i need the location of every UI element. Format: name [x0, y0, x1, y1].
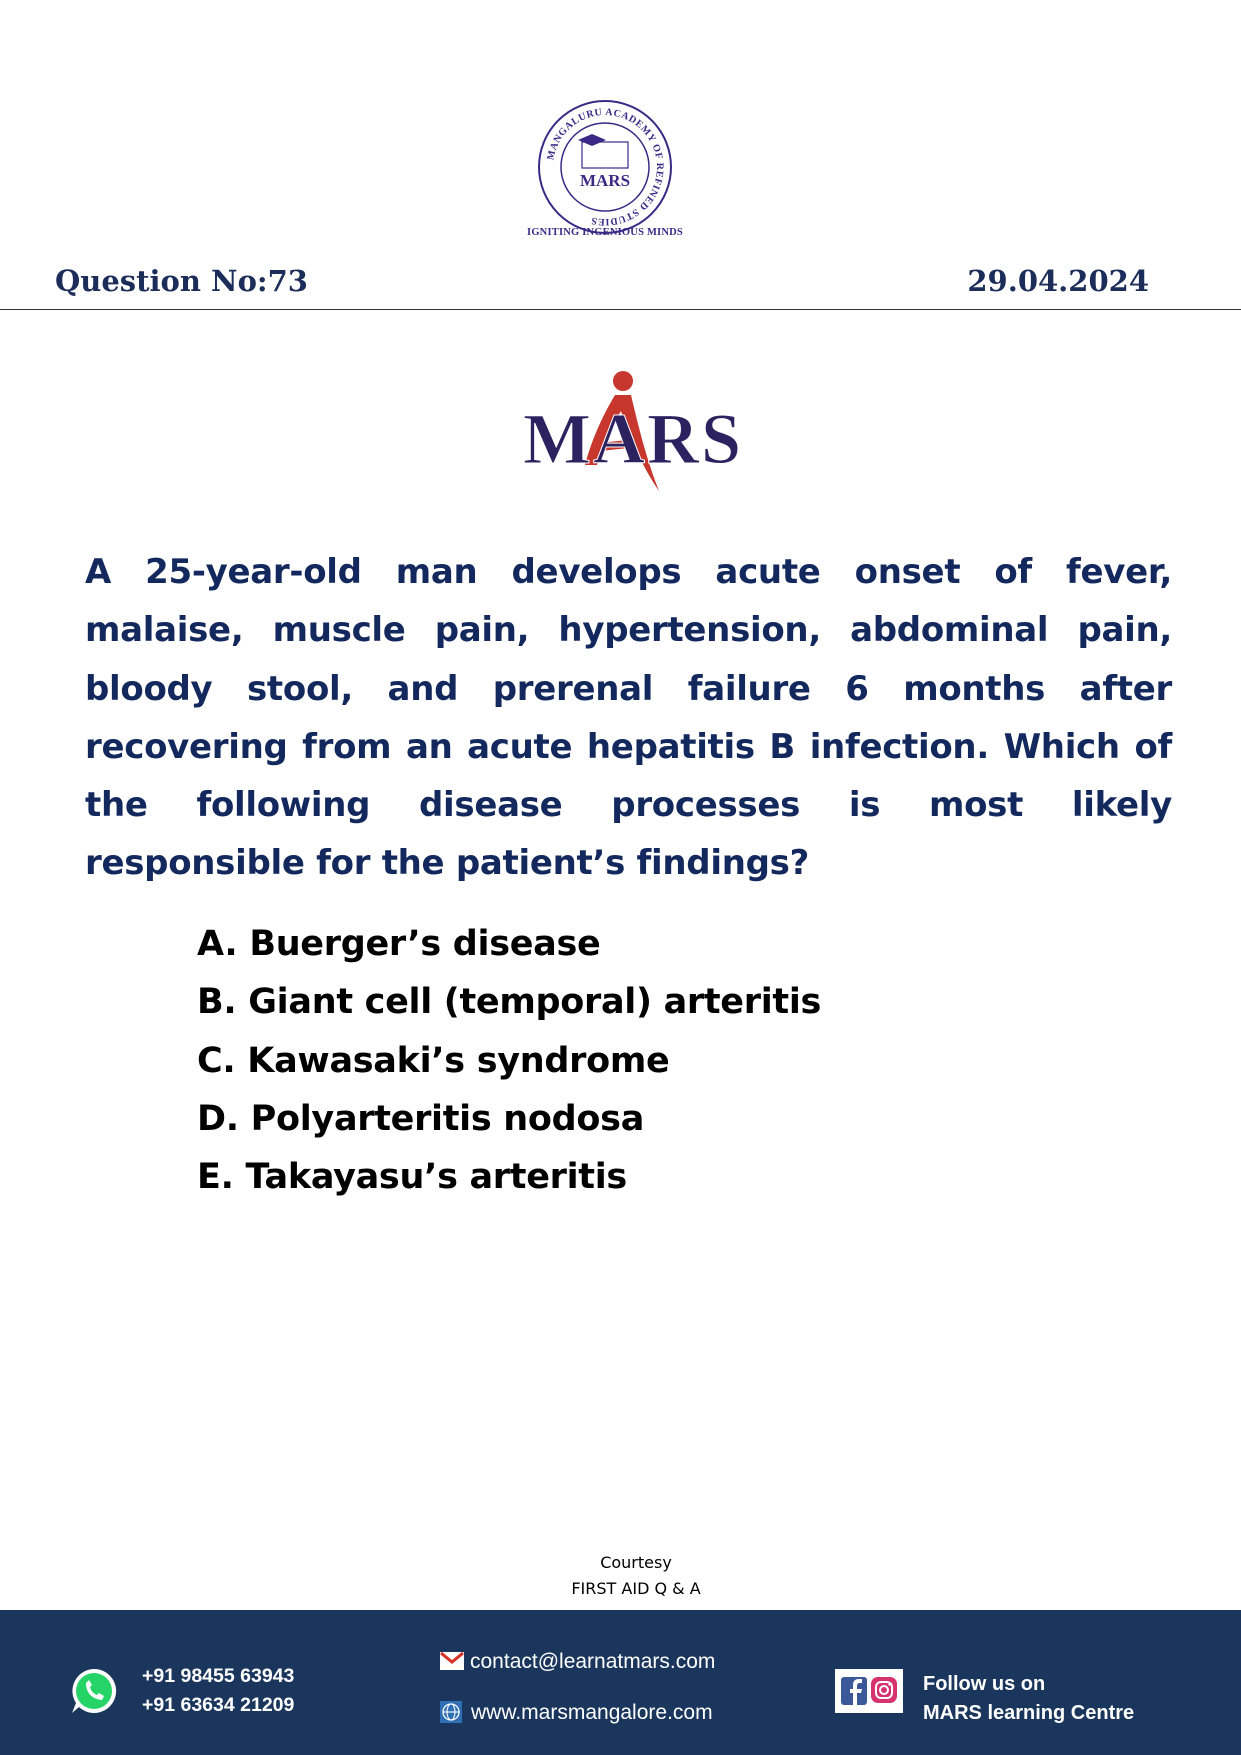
phone-1[interactable]: +91 98455 63943 [142, 1665, 295, 1687]
mars-brand-logo [497, 365, 769, 495]
mail-icon [440, 1652, 464, 1670]
social-icons [835, 1669, 903, 1713]
seal-ring-text: MANGALURU ACADEMY OF REFINED STUDIES [545, 106, 666, 228]
courtesy-source: FIRST AID Q & A [571, 1579, 701, 1598]
instagram-icon[interactable] [871, 1677, 897, 1703]
option-a: A. Buerger’s disease [197, 924, 601, 964]
follow-us [923, 1670, 1134, 1728]
mars-logo-text: MARS [523, 399, 743, 479]
svg-text:MANGALURU ACADEMY OF REFINED S [545, 107, 665, 227]
seal-tagline: IGNITING INGENIOUS MINDS [527, 227, 683, 238]
phone-2[interactable]: +91 63634 21209 [142, 1694, 295, 1716]
email-link[interactable]: contact@learnatmars.com [470, 1650, 716, 1673]
question-text: A 25-year-old man develops acute onset of fever, malaise, muscle pain, hypertension, abdominal pain, bloody stool, and prerenal failure 6 months after recovering from an acute hepatitis B infection. Which of the following disease processes is most likely responsible for the patient’s findings? [85, 552, 1172, 884]
academy-seal-logo [530, 92, 680, 242]
courtesy-note [420, 1550, 852, 1602]
follow-line-1: Follow us on [923, 1673, 1046, 1695]
option-e: E. Takayasu’s arteritis [197, 1157, 627, 1198]
answer-options [197, 915, 821, 1206]
question-number: Question No:73 [55, 264, 308, 298]
follow-line-2[interactable]: MARS learning Centre [923, 1702, 1135, 1724]
option-b: B. Giant cell (temporal) arteritis [197, 982, 822, 1023]
option-d: D. Polyarteritis nodosa [197, 1098, 645, 1139]
seal-center-text: MARS [579, 171, 631, 190]
question-date: 29.04.2024 [967, 264, 1149, 298]
globe-icon [440, 1701, 462, 1723]
option-c: C. Kawasaki’s syndrome [197, 1040, 670, 1081]
header-divider [0, 309, 1241, 310]
whatsapp-icon [68, 1665, 120, 1717]
website-link[interactable]: www.marsmangalore.com [471, 1701, 713, 1724]
phone-numbers [142, 1662, 294, 1720]
courtesy-label: Courtesy [600, 1553, 672, 1572]
facebook-icon[interactable] [841, 1677, 867, 1705]
